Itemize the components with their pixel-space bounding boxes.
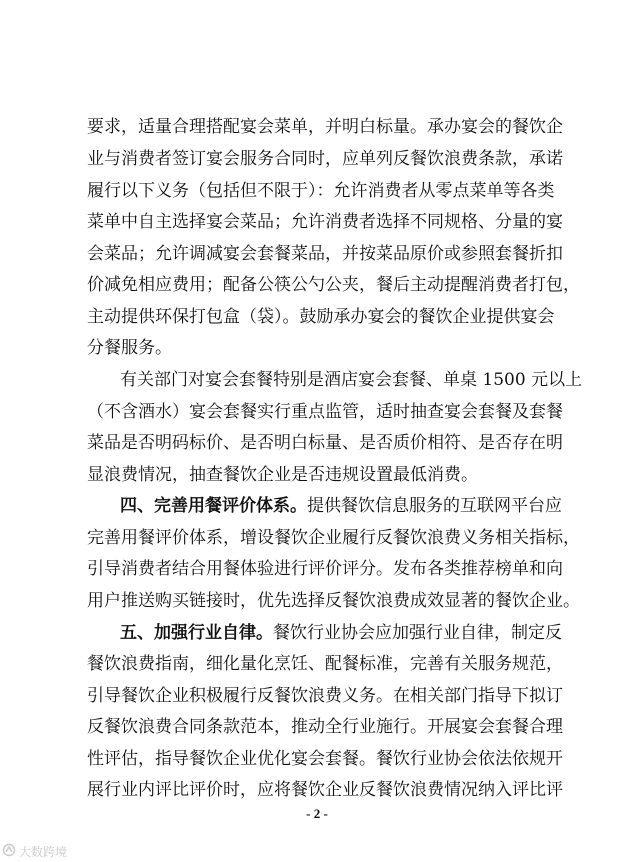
body-line-21: 性评估，指导餐饮企业优化宴会套餐。餐饮行业协会依法依规开 bbox=[87, 749, 563, 769]
body-line-8: 分餐服务。 bbox=[87, 338, 172, 358]
body-line-9: 有关部门对宴会套餐特别是酒店宴会套餐、单桌 1500 元以上 bbox=[120, 370, 583, 390]
section-five-text: 餐饮行业协会应加强行业自律，制定反 bbox=[273, 623, 562, 643]
body-line-6: 价减免相应费用；配备公筷公勺公夹，餐后主动提醒消费者打包， bbox=[87, 275, 580, 295]
section-five-heading: 五、加强行业自律。 bbox=[120, 623, 273, 643]
body-line-12: 显浪费情况，抽查餐饮企业是否违规设置最低消费。 bbox=[87, 465, 478, 485]
body-line-20: 反餐饮浪费合同条款范本，推动全行业施行。开展宴会套餐合理 bbox=[87, 717, 563, 737]
watermark-text: 大数跨境 bbox=[19, 844, 68, 859]
body-line-1: 要求，适量合理搭配宴会菜单，并明白标量。承办宴会的餐饮企 bbox=[87, 117, 563, 137]
page-number: - 2 - bbox=[306, 806, 328, 821]
body-line-5: 会菜品；允许调减宴会套餐菜品，并按菜品原价或参照套餐折扣 bbox=[87, 244, 563, 264]
body-line-19: 引导餐饮企业积极履行反餐饮浪费义务。在相关部门指导下拟订 bbox=[87, 686, 563, 706]
section-four-heading: 四、完善用餐评价体系。 bbox=[120, 496, 307, 516]
watermark-logo-icon bbox=[2, 843, 16, 860]
body-line-10: （不含酒水）宴会套餐实行重点监管，适时抽查宴会套餐及套餐 bbox=[87, 402, 563, 422]
body-line-22: 展行业内评比评价时，应将餐饮企业反餐饮浪费情况纳入评比评 bbox=[87, 780, 563, 800]
body-line-3: 履行以下义务（包括但不限于）：允许消费者从零点菜单等各类 bbox=[87, 181, 555, 201]
body-line-7: 主动提供环保打包盒（袋）。鼓励承办宴会的餐饮企业提供宴会 bbox=[87, 307, 555, 327]
section-four-line bbox=[120, 492, 562, 520]
body-line-15: 引导消费者结合用餐体验进行评价评分。发布各类推荐榜单和向 bbox=[87, 559, 563, 579]
watermark bbox=[2, 842, 67, 860]
section-four-text: 提供餐饮信息服务的互联网平台应 bbox=[307, 496, 562, 516]
body-line-4: 菜单中自主选择宴会菜品；允许消费者选择不同规格、分量的宴 bbox=[87, 212, 563, 232]
body-line-16: 用户推送购买链接时，优先选择反餐饮浪费成效显著的餐饮企业。 bbox=[87, 591, 580, 611]
body-line-18: 餐饮浪费指南，细化量化烹饪、配餐标准，完善有关服务规范， bbox=[87, 654, 563, 674]
body-line-14: 完善用餐评价体系，增设餐饮企业履行反餐饮浪费义务相关指标， bbox=[87, 528, 580, 548]
body-line-2: 业与消费者签订宴会服务合同时，应单列反餐饮浪费条款，承诺 bbox=[87, 149, 563, 169]
body-line-11: 菜品是否明码标价、是否明白标量、是否质价相符、是否存在明 bbox=[87, 433, 563, 453]
section-five-line bbox=[120, 619, 562, 647]
